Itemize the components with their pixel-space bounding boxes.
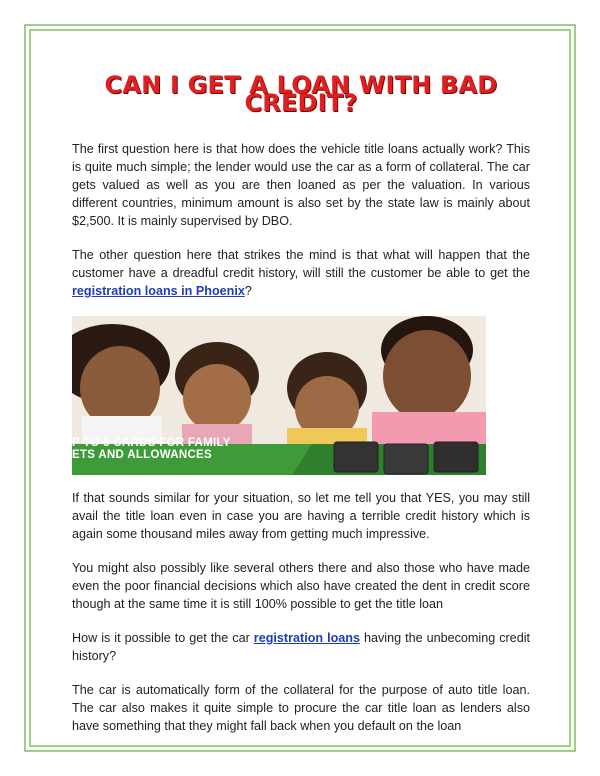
paragraph-5-end: having the unbecoming credit history? <box>72 631 530 663</box>
banner-line-1: P TO 5 CARDS FOR FAMILY <box>72 437 231 449</box>
registration-loans-link[interactable]: registration loans <box>253 631 360 645</box>
family-photo <box>72 316 486 475</box>
page-title: CAN I GET A LOAN WITH BAD CREDIT? <box>104 71 498 117</box>
paragraph-2 <box>72 246 530 300</box>
paragraph-5 <box>72 629 530 665</box>
paragraph-2-text: The other question here that strikes the mind is that what will happen that the customer have a dreadful credit history, will still the customer be able to get the <box>72 248 530 280</box>
paragraph-5-text: How is it possible to get the car <box>72 631 254 645</box>
paragraph-1: The first question here is that how does the vehicle title loans actually work? This is quite much simple; the lender would use the car as a form of collateral. The car gets valued as well as you are then loaned as per the valuation. In various different countries, minimum amount is also set by the state law is mainly about $2,500. It is mainly supervised by DBO. <box>72 142 530 228</box>
paragraph-3: If that sounds similar for your situation, so let me tell you that YES, you may still avail the title loan even in case you are having a terrible credit history which is again some thousand miles away from getting much impressive. <box>72 491 530 541</box>
banner-line-2: ETS AND ALLOWANCES <box>72 449 212 461</box>
document-body <box>72 71 530 751</box>
paragraph-4: You might also possibly like several others there and also those who have made even the poor financial decisions which also have created the dent in credit score though at the same time it is still 100% possible to get the title loan <box>72 561 530 611</box>
paragraph-6: The car is automatically form of the collateral for the purpose of auto title loan. The car also makes it quite simple to procure the car title loan as lenders also have something that they might fall back when you default on the loan <box>72 683 530 733</box>
paragraph-2-end: ? <box>244 284 252 298</box>
photo-banner-text <box>72 437 322 461</box>
registration-loans-phoenix-link[interactable]: registration loans in Phoenix <box>72 284 245 298</box>
